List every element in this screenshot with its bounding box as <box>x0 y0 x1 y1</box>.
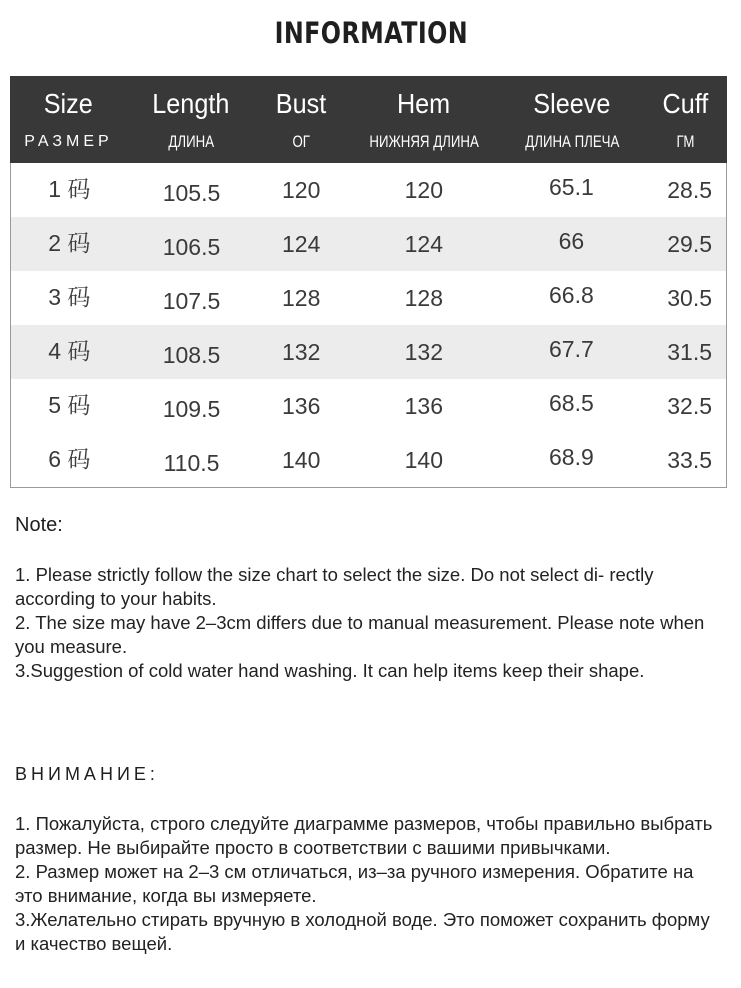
header-hem-en: Hem <box>397 88 451 119</box>
cell-size: 1 码 <box>48 175 91 202</box>
cell-hem: 136 <box>404 392 444 419</box>
header-hem-ru: НИЖНЯЯ ДЛИНА <box>369 132 479 151</box>
cell-hem: 132 <box>404 338 444 365</box>
note-item: 1. Пожалуйста, строго следуйте диаграмме размеров, чтобы правильно выбрать размер. Не выбирайте просто в соответствии с вашими привычками. <box>15 813 713 858</box>
note-list-ru <box>15 812 715 956</box>
note-item: 2. Размер может на 2–3 см отличаться, из–за ручного измерения. Обратите на это внимание, когда вы измеряете. <box>15 861 694 906</box>
table-header <box>10 76 727 163</box>
table-row <box>11 433 726 487</box>
note-list-en <box>15 563 715 683</box>
cell-bust: 128 <box>281 284 321 311</box>
note-heading: Note: <box>15 514 63 536</box>
cell-size: 3 码 <box>48 283 91 310</box>
size-chart-table <box>10 76 727 488</box>
header-size-en: Size <box>43 88 94 119</box>
header-cuff-en: Cuff <box>662 88 708 119</box>
header-sleeve-ru: ДЛИНА ПЛЕЧА <box>524 132 620 151</box>
cell-hem: 120 <box>404 176 444 203</box>
cell-hem: 128 <box>404 284 444 311</box>
header-hem <box>347 76 501 163</box>
cell-sleeve: 66.8 <box>549 281 594 308</box>
header-sleeve <box>501 76 643 163</box>
note-item: 2. The size may have 2–3cm differs due to manual measurement. Please note when you measure. <box>15 612 705 657</box>
header-bust-en: Bust <box>275 88 327 119</box>
cell-size: 6 码 <box>48 445 91 472</box>
cell-length: 105.5 <box>162 179 221 206</box>
cell-length: 108.5 <box>162 341 221 368</box>
table-row <box>11 379 726 433</box>
header-length <box>127 76 255 163</box>
cell-length: 106.5 <box>162 233 221 260</box>
table-row <box>11 325 726 379</box>
header-size-ru: РАЗМЕР <box>24 133 113 150</box>
cell-cuff: 29.5 <box>667 230 712 257</box>
cell-bust: 132 <box>281 338 321 365</box>
cell-hem: 140 <box>404 446 444 473</box>
note-item: 3.Желательно стирать вручную в холодной воде. Это поможет сохранить форму и качество вещей. <box>15 909 710 954</box>
table-row <box>11 271 726 325</box>
header-cuff-ru: ГМ <box>676 132 694 151</box>
cell-cuff: 30.5 <box>667 284 712 311</box>
cell-cuff: 33.5 <box>667 446 712 473</box>
cell-sleeve: 68.9 <box>549 443 594 470</box>
cell-size: 4 码 <box>48 337 91 364</box>
cell-cuff: 32.5 <box>667 392 712 419</box>
cell-bust: 120 <box>281 176 321 203</box>
cell-length: 109.5 <box>162 395 221 422</box>
table-row <box>11 163 726 217</box>
header-bust <box>255 76 347 163</box>
table-row <box>11 217 726 271</box>
cell-sleeve: 66 <box>558 227 585 254</box>
cell-size: 2 码 <box>48 229 91 256</box>
cell-sleeve: 65.1 <box>549 173 594 200</box>
header-bust-ru: ОГ <box>292 132 310 151</box>
page-title: INFORMATION <box>274 16 469 50</box>
cell-bust: 124 <box>281 230 321 257</box>
cell-length: 107.5 <box>162 287 221 314</box>
note-item: 1. Please strictly follow the size chart to select the size. Do not select di- rectly according to your habits. <box>15 564 654 609</box>
cell-cuff: 28.5 <box>667 176 712 203</box>
header-size <box>10 76 127 163</box>
header-sleeve-en: Sleeve <box>533 88 611 119</box>
cell-length: 110.5 <box>163 449 220 476</box>
cell-bust: 140 <box>281 446 321 473</box>
header-length-en: Length <box>152 88 230 119</box>
cell-cuff: 31.5 <box>667 338 712 365</box>
header-length-ru: ДЛИНА <box>168 132 214 151</box>
cell-sleeve: 68.5 <box>549 389 594 416</box>
cell-bust: 136 <box>281 392 321 419</box>
cell-hem: 124 <box>404 230 444 257</box>
note-item: 3.Suggestion of cold water hand washing. It can help items keep their shape. <box>15 660 645 681</box>
cell-sleeve: 67.7 <box>549 335 594 362</box>
header-cuff <box>643 76 727 163</box>
note-heading-ru: ВНИМАНИЕ: <box>15 764 159 784</box>
cell-size: 5 码 <box>48 391 91 418</box>
